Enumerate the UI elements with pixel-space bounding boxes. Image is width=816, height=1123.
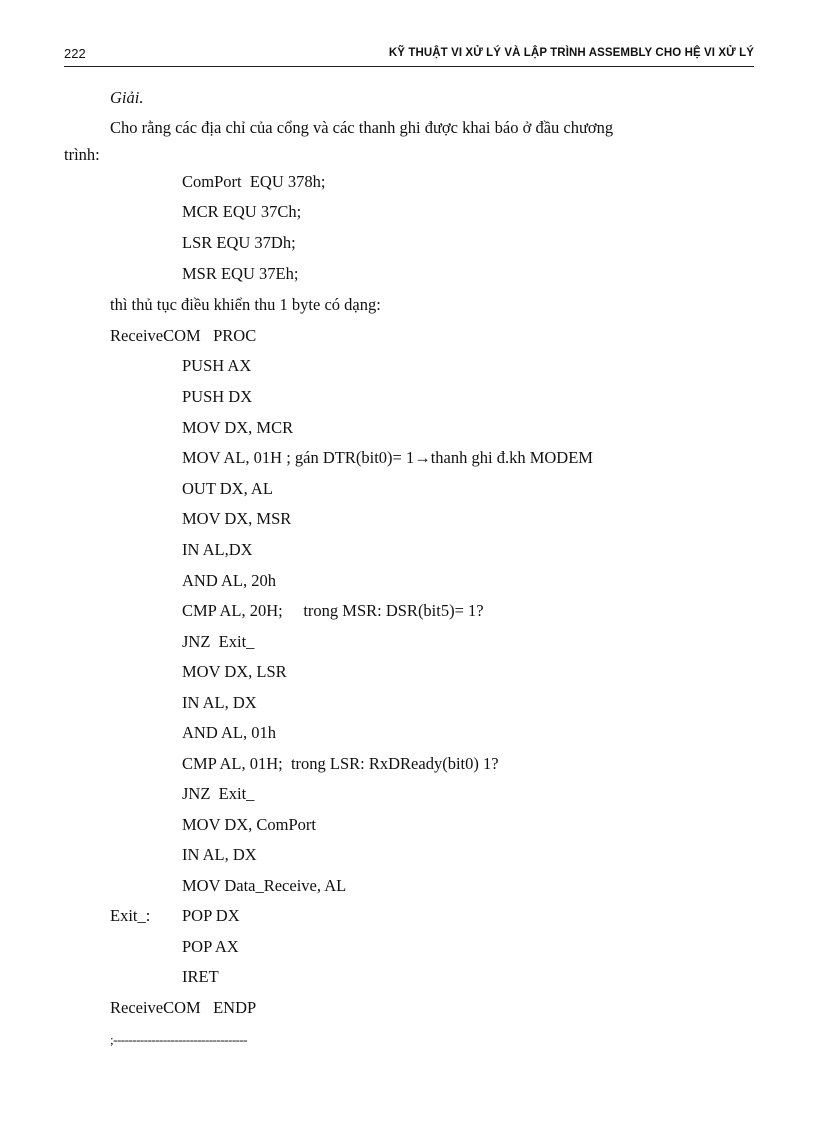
- code-line: AND AL, 01h: [182, 723, 276, 742]
- procedure-intro: thì thủ tục điều khiển thu 1 byte có dạng:: [110, 295, 381, 314]
- page-number: 222: [64, 46, 86, 61]
- solution-label: Giải.: [110, 88, 144, 107]
- proc-footer: ReceiveCOM ENDP: [110, 998, 257, 1017]
- code-line: POP DX: [182, 906, 240, 925]
- exit-label: Exit_:: [110, 906, 151, 925]
- code-line: MOV DX, LSR: [182, 662, 287, 681]
- code-line: IN AL, DX: [182, 693, 257, 712]
- code-line: CMP AL, 01H; trong LSR: RxDReady(bit0) 1?: [182, 754, 499, 773]
- intro-paragraph-line-1: Cho rằng các địa chỉ của cổng và các thanh ghi được khai báo ở đầu chương: [110, 118, 614, 137]
- page-header: [64, 44, 754, 67]
- code-line: OUT DX, AL: [182, 479, 273, 498]
- code-line: JNZ Exit_: [182, 632, 255, 651]
- code-line: MOV AL, 01H ; gán DTR(bit0)= 1→thanh ghi đ.kh MODEM: [182, 448, 593, 467]
- declaration-line: MCR EQU 37Ch;: [182, 202, 302, 221]
- code-line: MOV Data_Receive, AL: [182, 876, 347, 895]
- code-line: PUSH AX: [182, 356, 252, 375]
- code-line: MOV DX, MSR: [182, 509, 292, 528]
- intro-paragraph-line-2: trình:: [64, 145, 100, 164]
- running-title: KỸ THUẬT VI XỬ LÝ VÀ LẬP TRÌNH ASSEMBLY CHO HỆ VI XỬ LÝ: [388, 47, 754, 59]
- declaration-line: MSR EQU 37Eh;: [182, 264, 299, 283]
- code-line: AND AL, 20h: [182, 571, 276, 590]
- declaration-line: LSR EQU 37Dh;: [182, 233, 296, 252]
- code-line: IN AL, DX: [182, 845, 257, 864]
- code-line: MOV DX, MCR: [182, 418, 294, 437]
- code-line: MOV DX, ComPort: [182, 815, 317, 834]
- code-line: IN AL,DX: [182, 540, 253, 559]
- code-line: PUSH DX: [182, 387, 253, 406]
- code-line: JNZ Exit_: [182, 784, 255, 803]
- proc-header: ReceiveCOM PROC: [110, 326, 257, 345]
- separator-line: ;-----------------------------------: [110, 1032, 248, 1047]
- declaration-line: ComPort EQU 378h;: [182, 172, 326, 191]
- code-line: CMP AL, 20H; trong MSR: DSR(bit5)= 1?: [182, 601, 484, 620]
- code-line: IRET: [182, 967, 219, 986]
- code-line: POP AX: [182, 937, 239, 956]
